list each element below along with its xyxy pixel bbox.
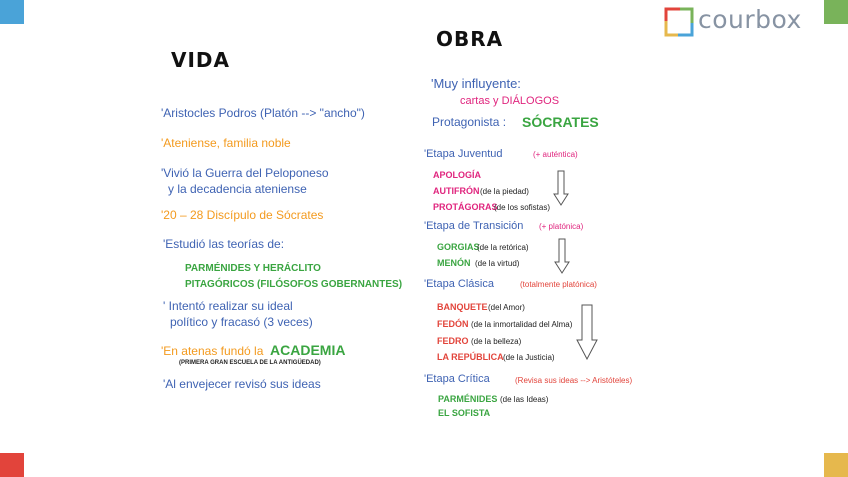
vida-item-discipulo: '20 – 28 Discípulo de Sócrates [161,208,324,222]
vida-item-guerra: 'Vivió la Guerra del Peloponeso [161,166,329,180]
work-autifron: AUTIFRÓN [433,186,480,196]
vida-item-fracaso: político y fracasó (3 veces) [170,315,313,329]
work-parmenides: PARMÉNIDES [438,394,498,404]
vida-item-nombre: 'Aristocles Podros (Platón --> "ancho") [161,106,365,120]
vida-item-academia-note: (PRIMERA GRAN ESCUELA DE LA ANTIGÜEDAD) [179,360,321,366]
vida-item-pitagoricos: PITAGÓRICOS (FILÓSOFOS GOBERNANTES) [185,279,403,290]
vida-item-ateniense: 'Ateniense, familia noble [161,136,291,150]
arrow-down-icon [576,304,598,360]
etapa-critica: 'Etapa Crítica [424,373,490,385]
etapa-transicion: 'Etapa de Transición [424,220,524,232]
work-fedon-note: (de la inmortalidad del Alma) [471,320,573,329]
vida-item-atenas: 'En atenas fundó la [161,344,264,358]
obra-influyente: 'Muy influyente: [431,76,521,91]
work-republica: LA REPÚBLICA [437,352,504,362]
etapa-critica-note: (Revisa sus ideas --> Aristóteles) [515,376,633,385]
corner-square-red [0,453,24,477]
etapa-juventud: 'Etapa Juventud [424,148,503,160]
work-gorgias: GORGIAS [437,242,480,252]
vida-item-estudio: 'Estudió las teorías de: [163,237,285,251]
work-fedro-note: (de la belleza) [471,337,522,346]
etapa-transicion-note: (+ platónica) [539,222,584,231]
etapa-juventud-note: (+ auténtica) [533,150,578,159]
work-banquete: BANQUETE [437,302,488,312]
work-autifron-note: (de la piedad) [480,187,529,196]
work-protagoras: PROTÁGORAS [433,202,498,212]
work-menon: MENÓN [437,258,471,268]
vida-item-decadencia: y la decadencia ateniense [168,182,307,196]
corner-square-yellow [824,453,848,477]
work-menon-note: (de la virtud) [475,259,520,268]
work-parmenides-note: (de las Ideas) [500,395,549,404]
work-fedro: FEDRO [437,336,469,346]
work-republica-note: (de la Justicia) [503,353,555,362]
work-apologia: APOLOGÍA [433,170,482,180]
vida-item-academia: ACADEMIA [270,342,346,358]
courbox-logo-text: courbox [698,5,802,34]
obra-protagonista-label: Protagonista : [432,115,507,129]
courbox-logo-icon [664,7,694,37]
work-protagoras-note: (de los sofistas) [494,203,551,212]
vida-item-parmenides: PARMÉNIDES Y HERÁCLITO [185,263,321,274]
obra-cartas: cartas y DIÁLOGOS [460,95,560,107]
obra-title: OBRA [436,27,504,51]
arrow-down-icon [553,170,569,206]
vida-title: VIDA [171,48,230,72]
vida-item-ideal: ' Intentó realizar su ideal [163,299,293,313]
etapa-clasica-note: (totalmente platónica) [520,280,597,289]
obra-protagonista: SÓCRATES [522,114,599,130]
work-banquete-note: (del Amor) [488,303,525,312]
work-fedon: FEDÓN [437,319,469,329]
corner-square-green [824,0,848,24]
arrow-down-icon [554,238,570,274]
corner-square-blue [0,0,24,24]
vida-item-envejecer: 'Al envejecer revisó sus ideas [163,377,321,391]
work-el-sofista: EL SOFISTA [438,408,491,418]
etapa-clasica: 'Etapa Clásica [424,278,494,290]
work-gorgias-note: (de la retórica) [477,243,529,252]
